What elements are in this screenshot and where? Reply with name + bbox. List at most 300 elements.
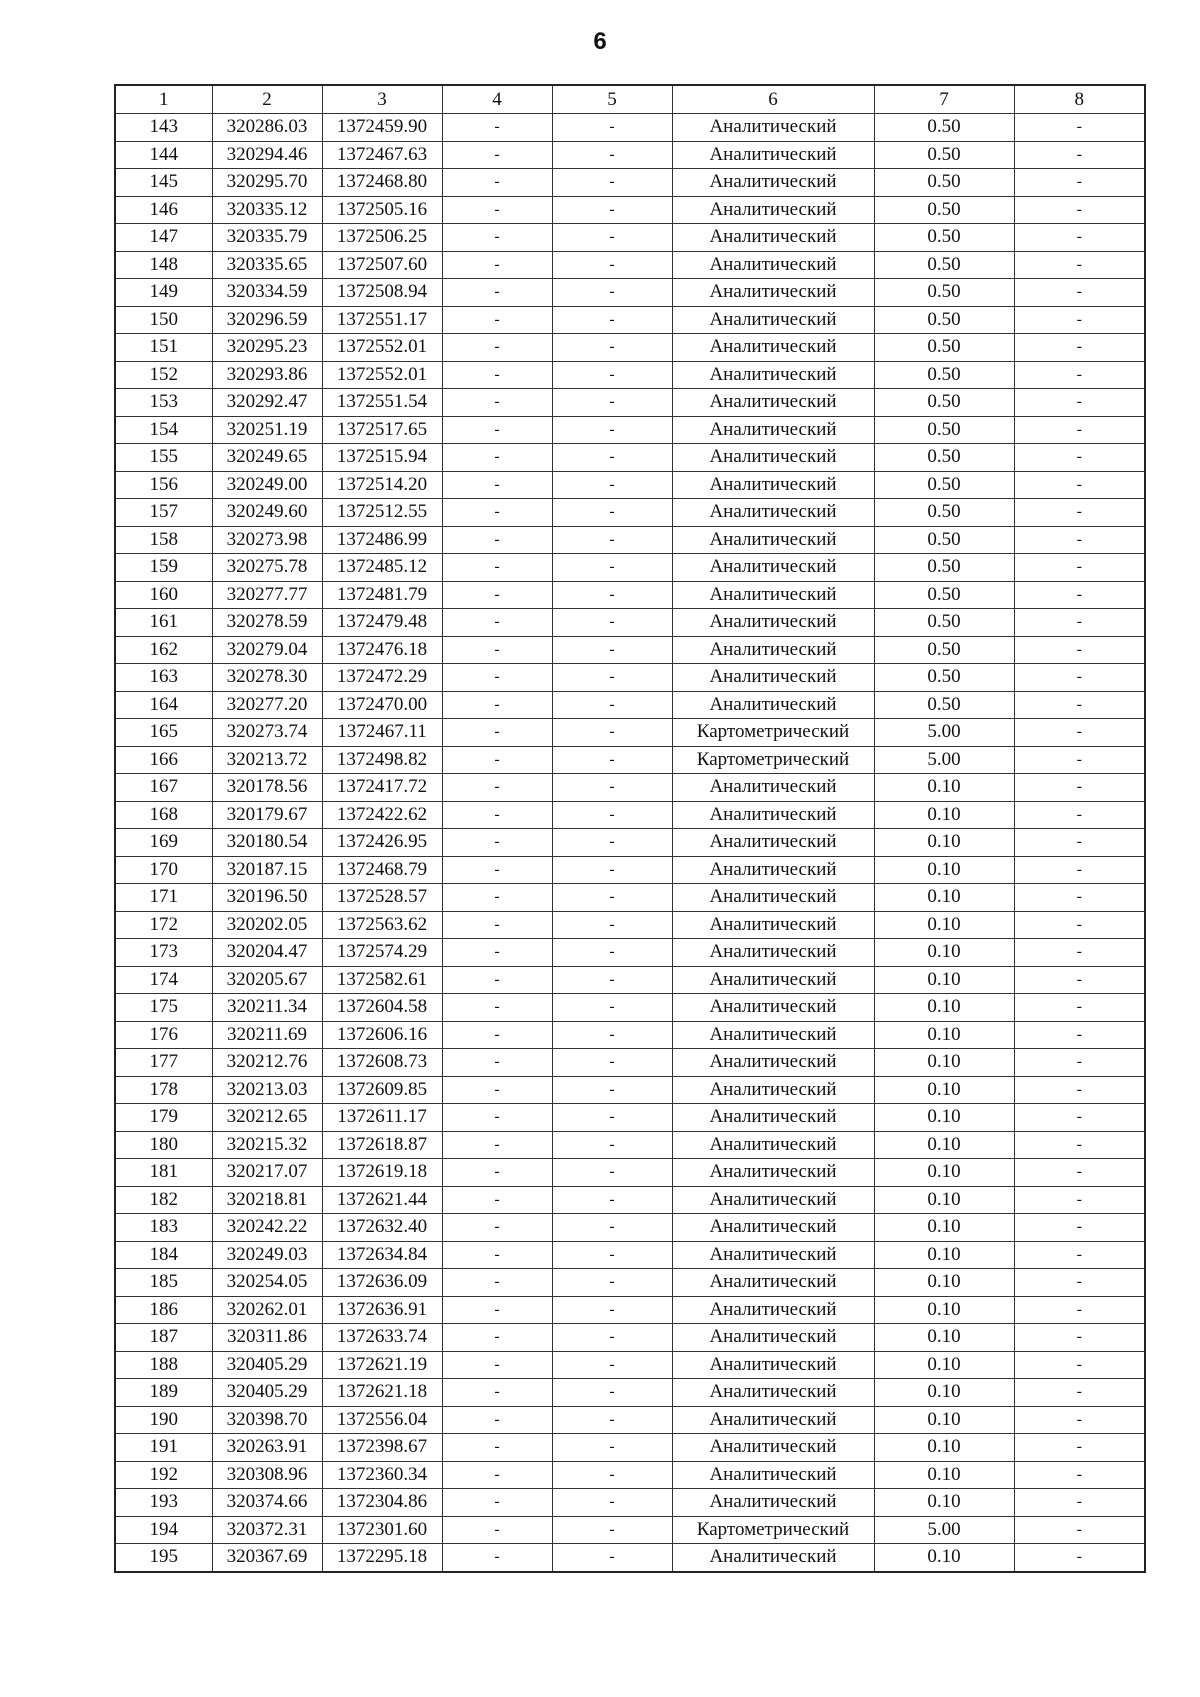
- accuracy-cell: 0.10: [874, 939, 1014, 967]
- method-cell: Аналитический: [672, 416, 874, 444]
- x-coordinate-cell: 320204.47: [212, 939, 322, 967]
- y-coordinate-cell: 1372417.72: [322, 774, 442, 802]
- column-8-cell: -: [1014, 554, 1145, 582]
- column-4-cell: -: [442, 306, 552, 334]
- column-5-cell: -: [552, 1241, 672, 1269]
- point-number-cell: 169: [115, 829, 212, 857]
- column-4-cell: -: [442, 719, 552, 747]
- point-number-cell: 191: [115, 1434, 212, 1462]
- table-row: [115, 691, 1145, 719]
- y-coordinate-cell: 1372498.82: [322, 746, 442, 774]
- point-number-cell: 163: [115, 664, 212, 692]
- y-coordinate-cell: 1372512.55: [322, 499, 442, 527]
- column-4-cell: -: [442, 1516, 552, 1544]
- accuracy-cell: 0.10: [874, 1049, 1014, 1077]
- y-coordinate-cell: 1372551.54: [322, 389, 442, 417]
- accuracy-cell: 0.50: [874, 361, 1014, 389]
- point-number-cell: 184: [115, 1241, 212, 1269]
- y-coordinate-cell: 1372621.44: [322, 1186, 442, 1214]
- accuracy-cell: 0.10: [874, 994, 1014, 1022]
- point-number-cell: 144: [115, 141, 212, 169]
- x-coordinate-cell: 320374.66: [212, 1489, 322, 1517]
- column-8-cell: -: [1014, 416, 1145, 444]
- table-row: [115, 1214, 1145, 1242]
- point-number-cell: 156: [115, 471, 212, 499]
- y-coordinate-cell: 1372621.19: [322, 1351, 442, 1379]
- table-row: [115, 279, 1145, 307]
- column-5-cell: -: [552, 251, 672, 279]
- column-4-cell: -: [442, 444, 552, 472]
- method-cell: Аналитический: [672, 499, 874, 527]
- column-5-cell: -: [552, 719, 672, 747]
- column-5-cell: -: [552, 1351, 672, 1379]
- column-5-cell: -: [552, 361, 672, 389]
- column-8-cell: -: [1014, 169, 1145, 197]
- column-4-cell: -: [442, 829, 552, 857]
- method-cell: Аналитический: [672, 1296, 874, 1324]
- method-cell: Аналитический: [672, 966, 874, 994]
- point-number-cell: 153: [115, 389, 212, 417]
- column-5-cell: -: [552, 196, 672, 224]
- column-4-cell: -: [442, 636, 552, 664]
- column-4-cell: -: [442, 1186, 552, 1214]
- x-coordinate-cell: 320405.29: [212, 1379, 322, 1407]
- column-8-cell: -: [1014, 829, 1145, 857]
- method-cell: Картометрический: [672, 1516, 874, 1544]
- x-coordinate-cell: 320215.32: [212, 1131, 322, 1159]
- method-cell: Аналитический: [672, 224, 874, 252]
- column-4-cell: -: [442, 499, 552, 527]
- column-header: 8: [1014, 85, 1145, 114]
- column-5-cell: -: [552, 581, 672, 609]
- accuracy-cell: 0.50: [874, 691, 1014, 719]
- accuracy-cell: 0.10: [874, 1186, 1014, 1214]
- table-row: [115, 1159, 1145, 1187]
- y-coordinate-cell: 1372634.84: [322, 1241, 442, 1269]
- y-coordinate-cell: 1372604.58: [322, 994, 442, 1022]
- column-5-cell: -: [552, 416, 672, 444]
- column-8-cell: -: [1014, 856, 1145, 884]
- x-coordinate-cell: 320249.00: [212, 471, 322, 499]
- x-coordinate-cell: 320286.03: [212, 114, 322, 142]
- y-coordinate-cell: 1372476.18: [322, 636, 442, 664]
- y-coordinate-cell: 1372486.99: [322, 526, 442, 554]
- point-number-cell: 190: [115, 1406, 212, 1434]
- column-5-cell: -: [552, 1406, 672, 1434]
- column-8-cell: -: [1014, 1186, 1145, 1214]
- method-cell: Аналитический: [672, 1104, 874, 1132]
- y-coordinate-cell: 1372609.85: [322, 1076, 442, 1104]
- column-5-cell: -: [552, 636, 672, 664]
- accuracy-cell: 0.10: [874, 1214, 1014, 1242]
- accuracy-cell: 0.10: [874, 1489, 1014, 1517]
- accuracy-cell: 0.50: [874, 636, 1014, 664]
- accuracy-cell: 0.10: [874, 1379, 1014, 1407]
- y-coordinate-cell: 1372528.57: [322, 884, 442, 912]
- y-coordinate-cell: 1372552.01: [322, 334, 442, 362]
- column-4-cell: -: [442, 1351, 552, 1379]
- accuracy-cell: 5.00: [874, 1516, 1014, 1544]
- table-row: [115, 499, 1145, 527]
- point-number-cell: 159: [115, 554, 212, 582]
- y-coordinate-cell: 1372459.90: [322, 114, 442, 142]
- method-cell: Аналитический: [672, 911, 874, 939]
- point-number-cell: 167: [115, 774, 212, 802]
- table-row: [115, 1544, 1145, 1572]
- column-8-cell: -: [1014, 1489, 1145, 1517]
- column-5-cell: -: [552, 389, 672, 417]
- x-coordinate-cell: 320295.23: [212, 334, 322, 362]
- column-5-cell: -: [552, 1076, 672, 1104]
- column-4-cell: -: [442, 1379, 552, 1407]
- column-4-cell: -: [442, 279, 552, 307]
- column-4-cell: -: [442, 1434, 552, 1462]
- y-coordinate-cell: 1372632.40: [322, 1214, 442, 1242]
- column-8-cell: -: [1014, 1516, 1145, 1544]
- method-cell: Аналитический: [672, 444, 874, 472]
- table-row: [115, 1296, 1145, 1324]
- point-number-cell: 174: [115, 966, 212, 994]
- method-cell: Аналитический: [672, 361, 874, 389]
- table-row: [115, 1241, 1145, 1269]
- method-cell: Аналитический: [672, 1269, 874, 1297]
- column-5-cell: -: [552, 1296, 672, 1324]
- method-cell: Аналитический: [672, 1159, 874, 1187]
- column-8-cell: -: [1014, 746, 1145, 774]
- table-row: [115, 1434, 1145, 1462]
- method-cell: Аналитический: [672, 471, 874, 499]
- column-5-cell: -: [552, 939, 672, 967]
- table-row: [115, 471, 1145, 499]
- column-8-cell: -: [1014, 801, 1145, 829]
- y-coordinate-cell: 1372470.00: [322, 691, 442, 719]
- table-row: [115, 1131, 1145, 1159]
- column-5-cell: -: [552, 829, 672, 857]
- column-8-cell: -: [1014, 1351, 1145, 1379]
- accuracy-cell: 0.50: [874, 224, 1014, 252]
- column-4-cell: -: [442, 1544, 552, 1572]
- point-number-cell: 177: [115, 1049, 212, 1077]
- x-coordinate-cell: 320212.76: [212, 1049, 322, 1077]
- column-8-cell: -: [1014, 1324, 1145, 1352]
- column-4-cell: -: [442, 169, 552, 197]
- x-coordinate-cell: 320273.74: [212, 719, 322, 747]
- column-8-cell: -: [1014, 251, 1145, 279]
- y-coordinate-cell: 1372608.73: [322, 1049, 442, 1077]
- accuracy-cell: 0.50: [874, 306, 1014, 334]
- x-coordinate-cell: 320196.50: [212, 884, 322, 912]
- column-8-cell: -: [1014, 114, 1145, 142]
- column-8-cell: -: [1014, 1104, 1145, 1132]
- x-coordinate-cell: 320335.12: [212, 196, 322, 224]
- point-number-cell: 185: [115, 1269, 212, 1297]
- x-coordinate-cell: 320335.79: [212, 224, 322, 252]
- column-8-cell: -: [1014, 306, 1145, 334]
- column-4-cell: -: [442, 526, 552, 554]
- column-8-cell: -: [1014, 1406, 1145, 1434]
- column-4-cell: -: [442, 389, 552, 417]
- column-4-cell: -: [442, 911, 552, 939]
- point-number-cell: 168: [115, 801, 212, 829]
- table-row: [115, 526, 1145, 554]
- x-coordinate-cell: 320308.96: [212, 1461, 322, 1489]
- y-coordinate-cell: 1372619.18: [322, 1159, 442, 1187]
- x-coordinate-cell: 320273.98: [212, 526, 322, 554]
- accuracy-cell: 0.10: [874, 856, 1014, 884]
- accuracy-cell: 0.10: [874, 966, 1014, 994]
- x-coordinate-cell: 320279.04: [212, 636, 322, 664]
- x-coordinate-cell: 320217.07: [212, 1159, 322, 1187]
- column-4-cell: -: [442, 581, 552, 609]
- accuracy-cell: 0.50: [874, 526, 1014, 554]
- table-row: [115, 719, 1145, 747]
- column-8-cell: -: [1014, 141, 1145, 169]
- column-4-cell: -: [442, 884, 552, 912]
- method-cell: Аналитический: [672, 1049, 874, 1077]
- accuracy-cell: 0.10: [874, 1241, 1014, 1269]
- x-coordinate-cell: 320187.15: [212, 856, 322, 884]
- y-coordinate-cell: 1372582.61: [322, 966, 442, 994]
- accuracy-cell: 0.50: [874, 499, 1014, 527]
- table-row: [115, 1406, 1145, 1434]
- method-cell: Аналитический: [672, 554, 874, 582]
- column-5-cell: -: [552, 1104, 672, 1132]
- column-8-cell: -: [1014, 581, 1145, 609]
- column-5-cell: -: [552, 141, 672, 169]
- column-5-cell: -: [552, 884, 672, 912]
- y-coordinate-cell: 1372481.79: [322, 581, 442, 609]
- y-coordinate-cell: 1372574.29: [322, 939, 442, 967]
- method-cell: Аналитический: [672, 1461, 874, 1489]
- column-4-cell: -: [442, 1076, 552, 1104]
- y-coordinate-cell: 1372468.79: [322, 856, 442, 884]
- accuracy-cell: 0.10: [874, 1131, 1014, 1159]
- column-5-cell: -: [552, 306, 672, 334]
- point-number-cell: 179: [115, 1104, 212, 1132]
- table-body: [115, 114, 1145, 1572]
- column-8-cell: -: [1014, 1021, 1145, 1049]
- table-row: [115, 361, 1145, 389]
- method-cell: Аналитический: [672, 1351, 874, 1379]
- accuracy-cell: 0.50: [874, 141, 1014, 169]
- table-row: [115, 141, 1145, 169]
- point-number-cell: 162: [115, 636, 212, 664]
- column-8-cell: -: [1014, 636, 1145, 664]
- method-cell: Аналитический: [672, 279, 874, 307]
- table-row: [115, 966, 1145, 994]
- table-row: [115, 856, 1145, 884]
- column-5-cell: -: [552, 966, 672, 994]
- table-row: [115, 1516, 1145, 1544]
- column-5-cell: -: [552, 1159, 672, 1187]
- accuracy-cell: 0.10: [874, 801, 1014, 829]
- column-8-cell: -: [1014, 1076, 1145, 1104]
- column-8-cell: -: [1014, 224, 1145, 252]
- y-coordinate-cell: 1372472.29: [322, 664, 442, 692]
- table-row: [115, 1351, 1145, 1379]
- point-number-cell: 165: [115, 719, 212, 747]
- column-4-cell: -: [442, 1406, 552, 1434]
- y-coordinate-cell: 1372556.04: [322, 1406, 442, 1434]
- accuracy-cell: 0.50: [874, 609, 1014, 637]
- table-row: [115, 444, 1145, 472]
- column-4-cell: -: [442, 1269, 552, 1297]
- x-coordinate-cell: 320254.05: [212, 1269, 322, 1297]
- table-row: [115, 1489, 1145, 1517]
- x-coordinate-cell: 320212.65: [212, 1104, 322, 1132]
- point-number-cell: 188: [115, 1351, 212, 1379]
- table-row: [115, 774, 1145, 802]
- table-row: [115, 609, 1145, 637]
- column-8-cell: -: [1014, 884, 1145, 912]
- point-number-cell: 189: [115, 1379, 212, 1407]
- accuracy-cell: 0.10: [874, 1159, 1014, 1187]
- column-4-cell: -: [442, 966, 552, 994]
- column-4-cell: -: [442, 746, 552, 774]
- column-4-cell: -: [442, 224, 552, 252]
- table-row: [115, 939, 1145, 967]
- y-coordinate-cell: 1372621.18: [322, 1379, 442, 1407]
- x-coordinate-cell: 320213.72: [212, 746, 322, 774]
- table-row: [115, 1324, 1145, 1352]
- column-5-cell: -: [552, 1186, 672, 1214]
- y-coordinate-cell: 1372301.60: [322, 1516, 442, 1544]
- column-8-cell: -: [1014, 471, 1145, 499]
- method-cell: Аналитический: [672, 691, 874, 719]
- column-5-cell: -: [552, 1489, 672, 1517]
- method-cell: Аналитический: [672, 141, 874, 169]
- method-cell: Аналитический: [672, 856, 874, 884]
- method-cell: Аналитический: [672, 389, 874, 417]
- column-5-cell: -: [552, 1379, 672, 1407]
- accuracy-cell: 0.50: [874, 664, 1014, 692]
- x-coordinate-cell: 320249.65: [212, 444, 322, 472]
- column-4-cell: -: [442, 361, 552, 389]
- point-number-cell: 151: [115, 334, 212, 362]
- column-8-cell: -: [1014, 664, 1145, 692]
- method-cell: Аналитический: [672, 829, 874, 857]
- table-row: [115, 1269, 1145, 1297]
- accuracy-cell: 0.10: [874, 1544, 1014, 1572]
- column-5-cell: -: [552, 1131, 672, 1159]
- column-4-cell: -: [442, 691, 552, 719]
- accuracy-cell: 0.10: [874, 1104, 1014, 1132]
- column-8-cell: -: [1014, 691, 1145, 719]
- column-header: 2: [212, 85, 322, 114]
- method-cell: Аналитический: [672, 334, 874, 362]
- point-number-cell: 152: [115, 361, 212, 389]
- table-row: [115, 994, 1145, 1022]
- accuracy-cell: 0.10: [874, 884, 1014, 912]
- table-row: [115, 911, 1145, 939]
- table-row: [115, 416, 1145, 444]
- table-row: [115, 1021, 1145, 1049]
- column-5-cell: -: [552, 856, 672, 884]
- point-number-cell: 173: [115, 939, 212, 967]
- table-row: [115, 1049, 1145, 1077]
- column-8-cell: -: [1014, 994, 1145, 1022]
- method-cell: Аналитический: [672, 774, 874, 802]
- method-cell: Аналитический: [672, 636, 874, 664]
- point-number-cell: 145: [115, 169, 212, 197]
- y-coordinate-cell: 1372636.09: [322, 1269, 442, 1297]
- table-row: [115, 1379, 1145, 1407]
- x-coordinate-cell: 320263.91: [212, 1434, 322, 1462]
- table-row: [115, 664, 1145, 692]
- point-number-cell: 171: [115, 884, 212, 912]
- column-8-cell: -: [1014, 1131, 1145, 1159]
- y-coordinate-cell: 1372508.94: [322, 279, 442, 307]
- column-5-cell: -: [552, 471, 672, 499]
- point-number-cell: 181: [115, 1159, 212, 1187]
- table-row: [115, 1104, 1145, 1132]
- column-8-cell: -: [1014, 526, 1145, 554]
- point-number-cell: 166: [115, 746, 212, 774]
- point-number-cell: 154: [115, 416, 212, 444]
- point-number-cell: 158: [115, 526, 212, 554]
- column-5-cell: -: [552, 609, 672, 637]
- coordinates-table: [114, 84, 1146, 1573]
- table-row: [115, 389, 1145, 417]
- y-coordinate-cell: 1372517.65: [322, 416, 442, 444]
- x-coordinate-cell: 320277.20: [212, 691, 322, 719]
- column-5-cell: -: [552, 1434, 672, 1462]
- accuracy-cell: 0.10: [874, 1406, 1014, 1434]
- point-number-cell: 195: [115, 1544, 212, 1572]
- column-5-cell: -: [552, 1269, 672, 1297]
- table-row: [115, 801, 1145, 829]
- column-8-cell: -: [1014, 1544, 1145, 1572]
- x-coordinate-cell: 320372.31: [212, 1516, 322, 1544]
- y-coordinate-cell: 1372398.67: [322, 1434, 442, 1462]
- method-cell: Аналитический: [672, 1379, 874, 1407]
- method-cell: Аналитический: [672, 939, 874, 967]
- method-cell: Аналитический: [672, 994, 874, 1022]
- column-4-cell: -: [442, 664, 552, 692]
- accuracy-cell: 5.00: [874, 719, 1014, 747]
- column-8-cell: -: [1014, 1269, 1145, 1297]
- column-8-cell: -: [1014, 1159, 1145, 1187]
- column-5-cell: -: [552, 911, 672, 939]
- method-cell: Аналитический: [672, 169, 874, 197]
- column-4-cell: -: [442, 1296, 552, 1324]
- column-8-cell: -: [1014, 966, 1145, 994]
- point-number-cell: 155: [115, 444, 212, 472]
- column-4-cell: -: [442, 1021, 552, 1049]
- column-4-cell: -: [442, 1214, 552, 1242]
- column-8-cell: -: [1014, 389, 1145, 417]
- accuracy-cell: 0.10: [874, 1021, 1014, 1049]
- table-row: [115, 224, 1145, 252]
- table-row: [115, 746, 1145, 774]
- x-coordinate-cell: 320278.30: [212, 664, 322, 692]
- accuracy-cell: 0.10: [874, 829, 1014, 857]
- method-cell: Аналитический: [672, 196, 874, 224]
- column-5-cell: -: [552, 554, 672, 582]
- point-number-cell: 160: [115, 581, 212, 609]
- column-8-cell: -: [1014, 361, 1145, 389]
- table-row: [115, 1076, 1145, 1104]
- x-coordinate-cell: 320262.01: [212, 1296, 322, 1324]
- column-4-cell: -: [442, 1104, 552, 1132]
- column-4-cell: -: [442, 114, 552, 142]
- table-row: [115, 251, 1145, 279]
- column-8-cell: -: [1014, 911, 1145, 939]
- column-8-cell: -: [1014, 279, 1145, 307]
- table-row: [115, 1186, 1145, 1214]
- method-cell: Аналитический: [672, 1076, 874, 1104]
- x-coordinate-cell: 320211.69: [212, 1021, 322, 1049]
